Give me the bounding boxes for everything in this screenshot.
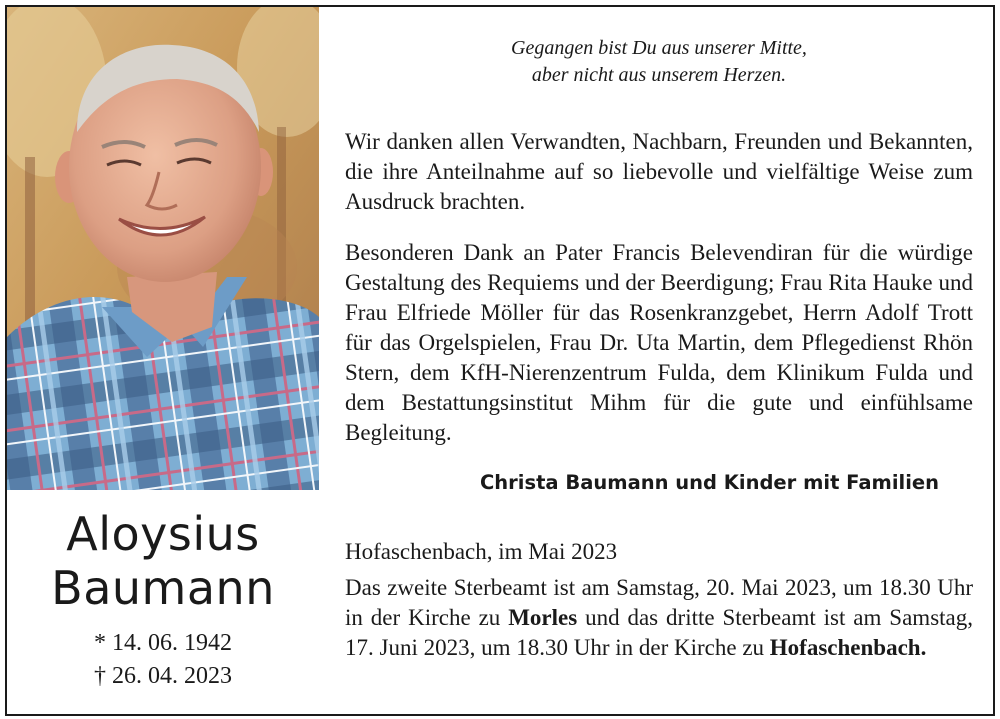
- signature: Christa Baumann und Kinder mit Familien: [479, 471, 939, 494]
- motto-line-2: aber nicht aus unserem Herzen.: [531, 64, 787, 86]
- portrait-photo: [7, 7, 319, 490]
- mass-notice-text-2: und das dritte Sterbeamt ist am Samstag, 17. Juni 2023, um 18.30 Uhr in der Kirche zu: [345, 605, 973, 660]
- death-date: † 26. 04. 2023: [94, 663, 232, 689]
- special-thanks-paragraph: Besonderen Dank an Pater Francis Belevendiran für die würdige Gestaltung des Requiems und der Beerdigung; Frau Rita Hauke und Frau Elfriede Möller für das Rosenkranzgebet, Herrn Adolf Trott für das Orgelspielen, Frau Dr. Uta Martin, dem Pflegedienst Rhön Stern, dem KfH-Nierenzentrum Fulda, dem Klinikum Fulda und dem Bestattungsinstitut Mihm für die gute und einfühlsame Begleitung.: [345, 240, 973, 445]
- motto-line-1: Gegangen bist Du aus unserer Mitte,: [511, 37, 807, 59]
- thanks-paragraph: Wir danken allen Verwandten, Nachbarn, Freunden und Bekannten, die ihre Anteilnahme auf so liebevolle und vielfältige Weise zum Ausdruck brachten.: [345, 129, 973, 214]
- mass-notice: [345, 573, 973, 663]
- mass-notice-text-1: Das zweite Sterbeamt ist am Samstag, 20. Mai 2023, um 18.30 Uhr in der Kirche zu: [345, 575, 973, 630]
- deceased-name: [7, 507, 319, 615]
- place-date: Hofaschenbach, im Mai 2023: [345, 539, 618, 564]
- birth-date: * 14. 06. 1942: [94, 630, 232, 656]
- last-name: Baumann: [51, 561, 275, 615]
- first-name: Aloysius: [66, 507, 260, 561]
- mass-place-morles: Morles: [508, 605, 578, 630]
- motto: [345, 35, 973, 89]
- obituary-card: [5, 5, 995, 716]
- mass-place-hofaschenbach: Hofaschenbach.: [769, 635, 927, 660]
- life-dates: [7, 627, 319, 693]
